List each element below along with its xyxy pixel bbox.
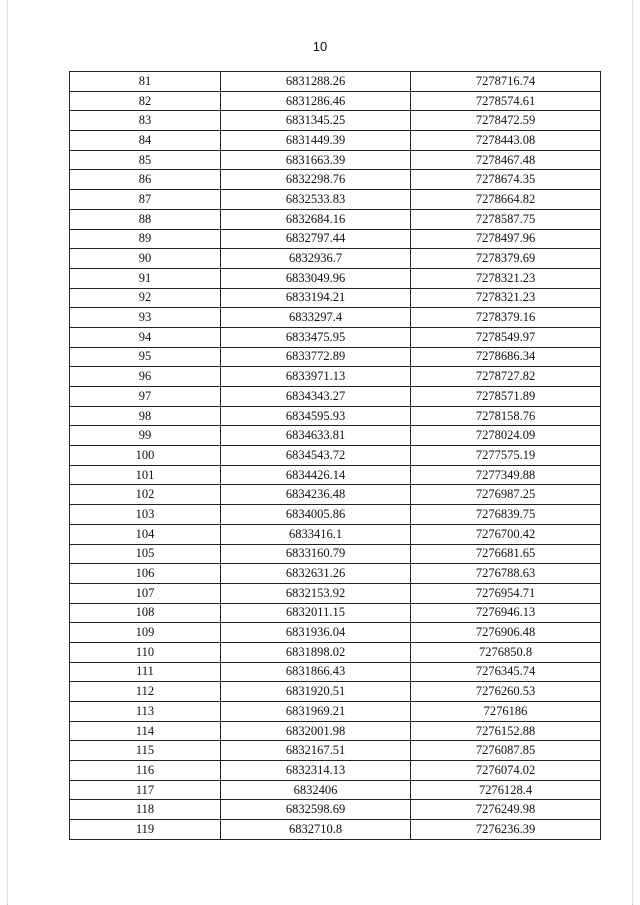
point-number-cell: 89	[70, 229, 221, 249]
y-coordinate-cell: 7276236.39	[411, 820, 601, 840]
point-number-cell: 94	[70, 327, 221, 347]
x-coordinate-cell: 6831920.51	[221, 682, 411, 702]
point-number-cell: 93	[70, 308, 221, 328]
point-number-cell: 90	[70, 249, 221, 269]
point-number-cell: 107	[70, 583, 221, 603]
y-coordinate-cell: 7278716.74	[411, 72, 601, 92]
table-row	[70, 190, 601, 210]
y-coordinate-cell: 7276186	[411, 702, 601, 722]
y-coordinate-cell: 7276260.53	[411, 682, 601, 702]
y-coordinate-cell: 7278587.75	[411, 209, 601, 229]
y-coordinate-cell: 7276345.74	[411, 662, 601, 682]
table-row	[70, 131, 601, 151]
x-coordinate-cell: 6834633.81	[221, 426, 411, 446]
x-coordinate-cell: 6833416.1	[221, 524, 411, 544]
x-coordinate-cell: 6832011.15	[221, 603, 411, 623]
x-coordinate-cell: 6832298.76	[221, 170, 411, 190]
point-number-cell: 91	[70, 268, 221, 288]
point-number-cell: 83	[70, 111, 221, 131]
y-coordinate-cell: 7276681.65	[411, 544, 601, 564]
point-number-cell: 104	[70, 524, 221, 544]
table-row	[70, 583, 601, 603]
table-row	[70, 170, 601, 190]
y-coordinate-cell: 7276128.4	[411, 780, 601, 800]
point-number-cell: 86	[70, 170, 221, 190]
point-number-cell: 99	[70, 426, 221, 446]
y-coordinate-cell: 7276987.25	[411, 485, 601, 505]
y-coordinate-cell: 7278321.23	[411, 288, 601, 308]
x-coordinate-cell: 6833971.13	[221, 367, 411, 387]
table-row	[70, 505, 601, 525]
x-coordinate-cell: 6833475.95	[221, 327, 411, 347]
y-coordinate-cell: 7278467.48	[411, 150, 601, 170]
y-coordinate-cell: 7278158.76	[411, 406, 601, 426]
table-row	[70, 327, 601, 347]
x-coordinate-cell: 6832684.16	[221, 209, 411, 229]
table-row	[70, 682, 601, 702]
y-coordinate-cell: 7278664.82	[411, 190, 601, 210]
x-coordinate-cell: 6831898.02	[221, 642, 411, 662]
scan-edge-left	[7, 0, 8, 905]
x-coordinate-cell: 6834236.48	[221, 485, 411, 505]
table-row	[70, 465, 601, 485]
x-coordinate-cell: 6832314.13	[221, 761, 411, 781]
table-row	[70, 721, 601, 741]
table-row	[70, 642, 601, 662]
point-number-cell: 95	[70, 347, 221, 367]
y-coordinate-cell: 7277349.88	[411, 465, 601, 485]
point-number-cell: 118	[70, 800, 221, 820]
x-coordinate-cell: 6832631.26	[221, 564, 411, 584]
point-number-cell: 100	[70, 446, 221, 466]
point-number-cell: 84	[70, 131, 221, 151]
point-number-cell: 81	[70, 72, 221, 92]
y-coordinate-cell: 7276249.98	[411, 800, 601, 820]
table-row	[70, 308, 601, 328]
point-number-cell: 97	[70, 387, 221, 407]
table-row	[70, 485, 601, 505]
table-row	[70, 387, 601, 407]
y-coordinate-cell: 7278571.89	[411, 387, 601, 407]
y-coordinate-cell: 7276946.13	[411, 603, 601, 623]
x-coordinate-cell: 6831936.04	[221, 623, 411, 643]
x-coordinate-cell: 6832406	[221, 780, 411, 800]
x-coordinate-cell: 6834595.93	[221, 406, 411, 426]
point-number-cell: 117	[70, 780, 221, 800]
point-number-cell: 88	[70, 209, 221, 229]
y-coordinate-cell: 7276788.63	[411, 564, 601, 584]
table-row	[70, 662, 601, 682]
x-coordinate-cell: 6832001.98	[221, 721, 411, 741]
table-row	[70, 150, 601, 170]
y-coordinate-cell: 7278321.23	[411, 268, 601, 288]
point-number-cell: 112	[70, 682, 221, 702]
y-coordinate-cell: 7278379.69	[411, 249, 601, 269]
y-coordinate-cell: 7278472.59	[411, 111, 601, 131]
table-row	[70, 406, 601, 426]
point-number-cell: 103	[70, 505, 221, 525]
table-row	[70, 623, 601, 643]
table-row	[70, 111, 601, 131]
y-coordinate-cell: 7276074.02	[411, 761, 601, 781]
table-row	[70, 446, 601, 466]
point-number-cell: 111	[70, 662, 221, 682]
point-number-cell: 116	[70, 761, 221, 781]
y-coordinate-cell: 7278379.16	[411, 308, 601, 328]
y-coordinate-cell: 7278497.96	[411, 229, 601, 249]
point-number-cell: 98	[70, 406, 221, 426]
table-row	[70, 209, 601, 229]
point-number-cell: 114	[70, 721, 221, 741]
x-coordinate-cell: 6832153.92	[221, 583, 411, 603]
y-coordinate-cell: 7276700.42	[411, 524, 601, 544]
x-coordinate-cell: 6832936.7	[221, 249, 411, 269]
point-number-cell: 105	[70, 544, 221, 564]
table-row	[70, 524, 601, 544]
x-coordinate-cell: 6832533.83	[221, 190, 411, 210]
point-number-cell: 102	[70, 485, 221, 505]
x-coordinate-cell: 6831345.25	[221, 111, 411, 131]
y-coordinate-cell: 7276152.88	[411, 721, 601, 741]
table-row	[70, 603, 601, 623]
point-number-cell: 85	[70, 150, 221, 170]
point-number-cell: 119	[70, 820, 221, 840]
table-row	[70, 229, 601, 249]
table-row	[70, 426, 601, 446]
x-coordinate-cell: 6833160.79	[221, 544, 411, 564]
y-coordinate-cell: 7276906.48	[411, 623, 601, 643]
y-coordinate-cell: 7276954.71	[411, 583, 601, 603]
point-number-cell: 108	[70, 603, 221, 623]
point-number-cell: 113	[70, 702, 221, 722]
y-coordinate-cell: 7278549.97	[411, 327, 601, 347]
table-row	[70, 741, 601, 761]
table-row	[70, 91, 601, 111]
x-coordinate-cell: 6834426.14	[221, 465, 411, 485]
table-row	[70, 761, 601, 781]
table-row	[70, 347, 601, 367]
x-coordinate-cell: 6832710.8	[221, 820, 411, 840]
x-coordinate-cell: 6831288.26	[221, 72, 411, 92]
scan-edge-right	[632, 0, 633, 905]
table-row	[70, 702, 601, 722]
coordinates-table	[69, 71, 601, 840]
point-number-cell: 115	[70, 741, 221, 761]
y-coordinate-cell: 7276850.8	[411, 642, 601, 662]
x-coordinate-cell: 6832797.44	[221, 229, 411, 249]
x-coordinate-cell: 6833772.89	[221, 347, 411, 367]
point-number-cell: 106	[70, 564, 221, 584]
x-coordinate-cell: 6832598.69	[221, 800, 411, 820]
point-number-cell: 87	[70, 190, 221, 210]
point-number-cell: 101	[70, 465, 221, 485]
y-coordinate-cell: 7278686.34	[411, 347, 601, 367]
table-row	[70, 544, 601, 564]
x-coordinate-cell: 6831663.39	[221, 150, 411, 170]
table-row	[70, 820, 601, 840]
y-coordinate-cell: 7278727.82	[411, 367, 601, 387]
x-coordinate-cell: 6833194.21	[221, 288, 411, 308]
point-number-cell: 82	[70, 91, 221, 111]
x-coordinate-cell: 6834543.72	[221, 446, 411, 466]
x-coordinate-cell: 6833297.4	[221, 308, 411, 328]
x-coordinate-cell: 6833049.96	[221, 268, 411, 288]
table-row	[70, 564, 601, 584]
x-coordinate-cell: 6834005.86	[221, 505, 411, 525]
table-row	[70, 780, 601, 800]
y-coordinate-cell: 7276839.75	[411, 505, 601, 525]
table-row	[70, 268, 601, 288]
y-coordinate-cell: 7277575.19	[411, 446, 601, 466]
table-row	[70, 367, 601, 387]
page-number: 10	[312, 39, 328, 54]
y-coordinate-cell: 7278443.08	[411, 131, 601, 151]
table-row	[70, 288, 601, 308]
point-number-cell: 92	[70, 288, 221, 308]
point-number-cell: 96	[70, 367, 221, 387]
y-coordinate-cell: 7278024.09	[411, 426, 601, 446]
x-coordinate-cell: 6831286.46	[221, 91, 411, 111]
table-row	[70, 249, 601, 269]
y-coordinate-cell: 7276087.85	[411, 741, 601, 761]
y-coordinate-cell: 7278574.61	[411, 91, 601, 111]
point-number-cell: 110	[70, 642, 221, 662]
table-row	[70, 800, 601, 820]
x-coordinate-cell: 6832167.51	[221, 741, 411, 761]
x-coordinate-cell: 6831449.39	[221, 131, 411, 151]
y-coordinate-cell: 7278674.35	[411, 170, 601, 190]
coordinates-table-body	[70, 72, 601, 840]
x-coordinate-cell: 6831866.43	[221, 662, 411, 682]
x-coordinate-cell: 6834343.27	[221, 387, 411, 407]
table-row	[70, 72, 601, 92]
point-number-cell: 109	[70, 623, 221, 643]
x-coordinate-cell: 6831969.21	[221, 702, 411, 722]
